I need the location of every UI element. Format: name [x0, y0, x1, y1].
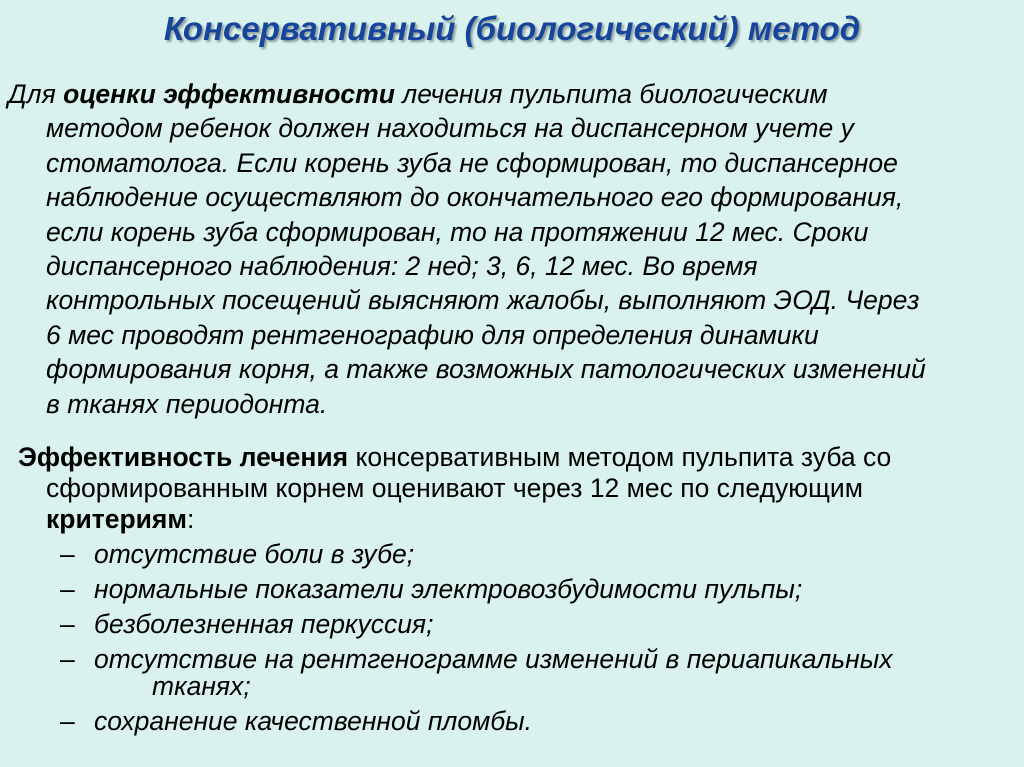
- paragraph-criteria-intro: [18, 442, 1018, 535]
- paragraph-line: [8, 77, 1013, 111]
- criteria-list: [60, 539, 1010, 741]
- paragraph-evaluation: [8, 77, 1013, 421]
- list-item: [60, 644, 1010, 702]
- list-item: [60, 706, 1010, 737]
- paragraph-line: если корень зуба сформирован, то на протяжении 12 мес. Сроки: [46, 216, 869, 247]
- slide-title: Консервативный (биологический) метод: [163, 10, 861, 47]
- list-item-text-continued: тканях;: [152, 671, 251, 701]
- dash-bullet: –: [60, 644, 75, 674]
- dash-bullet: –: [60, 539, 75, 569]
- paragraph-line: [18, 504, 1018, 535]
- text-span: лечения пульпита биологическим: [394, 79, 828, 109]
- paragraph-line: диспансерного наблюдения: 2 нед; 3, 6, 12 мес. Во время: [46, 251, 758, 282]
- list-item-text: безболезненная перкуссия;: [94, 609, 434, 639]
- paragraph-line: контрольных посещений выясняют жалобы, выполняют ЭОД. Через: [46, 285, 920, 316]
- list-item-text: сохранение качественной пломбы.: [94, 706, 533, 736]
- list-item: [60, 609, 1010, 640]
- list-item-text: нормальные показатели электровозбудимости пульпы;: [94, 574, 803, 604]
- text-span: Для: [8, 79, 64, 109]
- paragraph-line: стоматолога. Если корень зуба не сформирован, то диспансерное: [46, 147, 898, 178]
- dash-bullet: –: [60, 609, 75, 639]
- list-item: [60, 539, 1010, 570]
- paragraph-line: формирования корня, а также возможных патологических изменений: [46, 354, 926, 385]
- list-item-text: отсутствие на рентгенограмме изменений в периапикальных: [94, 644, 893, 674]
- paragraph-line: 6 мес проводят рентгенографию для определения динамики: [46, 319, 819, 350]
- paragraph-line: наблюдение осуществляют до окончательного его формирования,: [46, 182, 904, 213]
- text-span: :: [187, 504, 195, 534]
- list-item: [60, 574, 1010, 605]
- list-item-text: отсутствие боли в зубе;: [94, 539, 415, 569]
- paragraph-line: методом ребенок должен находиться на диспансерном учете у: [46, 113, 854, 144]
- bold-phrase: критериям: [46, 504, 188, 534]
- bold-phrase: Эффективность лечения: [18, 442, 349, 472]
- paragraph-line: сформированным корнем оценивают через 12 мес по следующим: [46, 473, 863, 503]
- text-span: консервативным методом пульпита зуба со: [348, 442, 892, 472]
- dash-bullet: –: [60, 706, 75, 736]
- paragraph-line: [18, 442, 1018, 473]
- paragraph-line: в тканях периодонта.: [46, 388, 328, 419]
- dash-bullet: –: [60, 574, 75, 604]
- bold-phrase: оценки эффективности: [63, 79, 395, 109]
